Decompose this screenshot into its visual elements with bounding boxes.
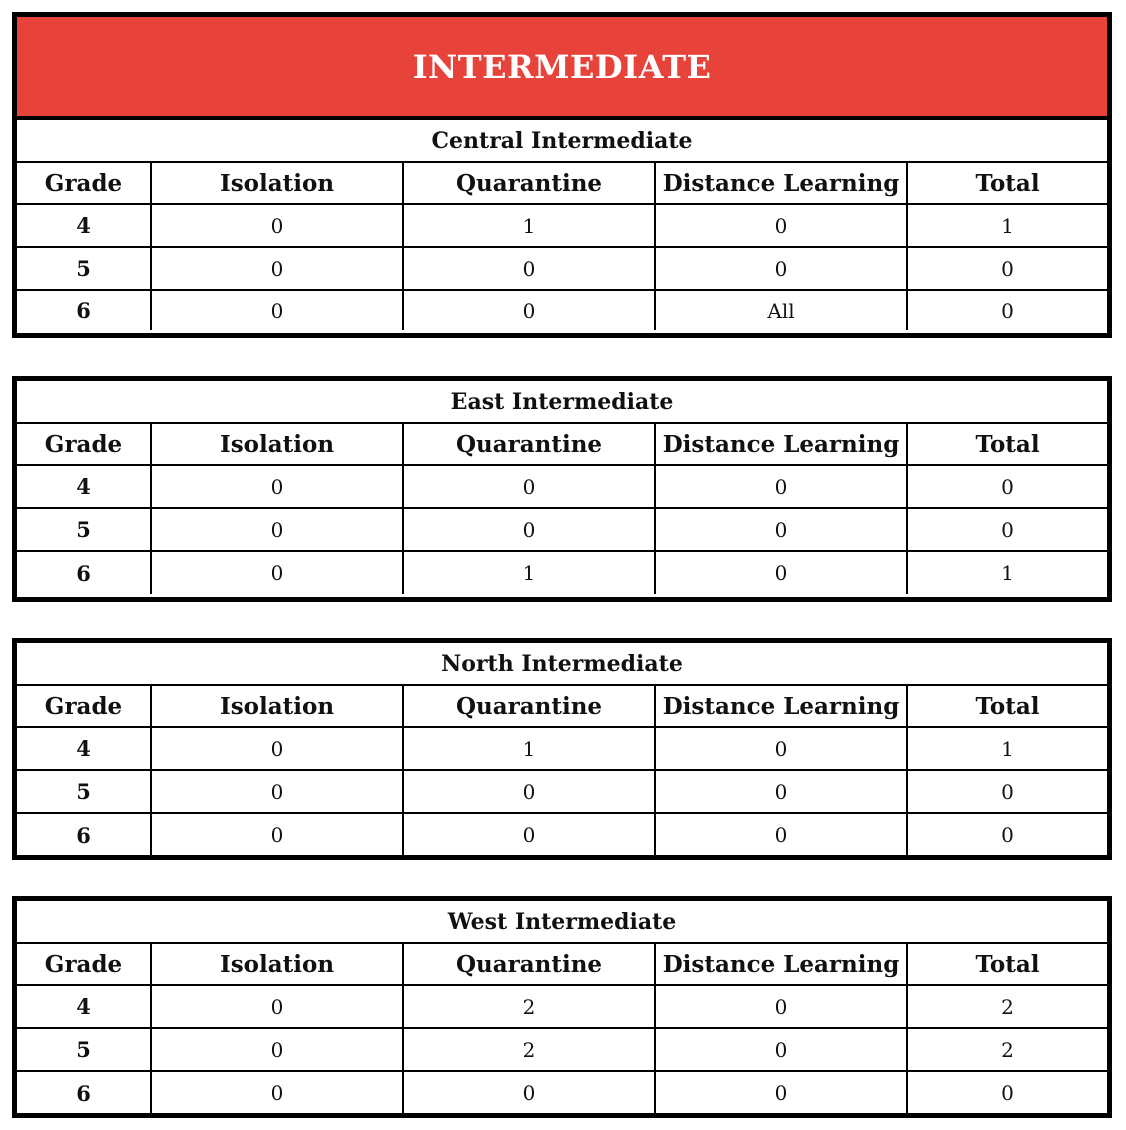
distance-learning-cell: 0 bbox=[655, 551, 907, 594]
isolation-cell: 0 bbox=[151, 465, 403, 508]
column-header-distance-learning: Distance Learning bbox=[655, 685, 907, 727]
isolation-cell: 0 bbox=[151, 290, 403, 330]
school-block-central bbox=[12, 12, 1112, 338]
column-header-quarantine: Quarantine bbox=[403, 423, 655, 465]
school-name: North Intermediate bbox=[17, 643, 1107, 685]
isolation-cell: 0 bbox=[151, 508, 403, 551]
school-name-row bbox=[17, 643, 1107, 685]
column-header-row bbox=[17, 423, 1107, 465]
distance-learning-cell: 0 bbox=[655, 770, 907, 813]
distance-learning-cell: 0 bbox=[655, 1071, 907, 1114]
page-title: INTERMEDIATE bbox=[412, 47, 712, 86]
column-header-total: Total bbox=[907, 423, 1107, 465]
school-table bbox=[17, 901, 1107, 1114]
school-name: East Intermediate bbox=[17, 381, 1107, 423]
grade-cell: 4 bbox=[17, 465, 151, 508]
distance-learning-cell: 0 bbox=[655, 985, 907, 1028]
quarantine-cell: 0 bbox=[403, 1071, 655, 1114]
table-row bbox=[17, 813, 1107, 856]
school-table bbox=[17, 120, 1107, 330]
isolation-cell: 0 bbox=[151, 551, 403, 594]
column-header-total: Total bbox=[907, 685, 1107, 727]
quarantine-cell: 1 bbox=[403, 727, 655, 770]
column-header-quarantine: Quarantine bbox=[403, 685, 655, 727]
column-header-grade: Grade bbox=[17, 685, 151, 727]
total-cell: 1 bbox=[907, 204, 1107, 247]
isolation-cell: 0 bbox=[151, 247, 403, 290]
column-header-grade: Grade bbox=[17, 423, 151, 465]
column-header-isolation: Isolation bbox=[151, 162, 403, 204]
distance-learning-cell: 0 bbox=[655, 508, 907, 551]
isolation-cell: 0 bbox=[151, 204, 403, 247]
distance-learning-cell: 0 bbox=[655, 813, 907, 856]
table-row bbox=[17, 247, 1107, 290]
school-name-row bbox=[17, 901, 1107, 943]
total-cell: 0 bbox=[907, 247, 1107, 290]
total-cell: 0 bbox=[907, 813, 1107, 856]
isolation-cell: 0 bbox=[151, 1028, 403, 1071]
column-header-distance-learning: Distance Learning bbox=[655, 162, 907, 204]
quarantine-cell: 0 bbox=[403, 465, 655, 508]
column-header-quarantine: Quarantine bbox=[403, 162, 655, 204]
table-row bbox=[17, 770, 1107, 813]
column-header-grade: Grade bbox=[17, 943, 151, 985]
table-row bbox=[17, 465, 1107, 508]
total-cell: 2 bbox=[907, 1028, 1107, 1071]
total-cell: 0 bbox=[907, 1071, 1107, 1114]
table-row bbox=[17, 985, 1107, 1028]
grade-cell: 6 bbox=[17, 551, 151, 594]
quarantine-cell: 2 bbox=[403, 1028, 655, 1071]
total-cell: 0 bbox=[907, 508, 1107, 551]
grade-cell: 5 bbox=[17, 1028, 151, 1071]
school-name-row bbox=[17, 381, 1107, 423]
grade-cell: 5 bbox=[17, 770, 151, 813]
school-name: West Intermediate bbox=[17, 901, 1107, 943]
total-cell: 1 bbox=[907, 727, 1107, 770]
grade-cell: 6 bbox=[17, 1071, 151, 1114]
table-row bbox=[17, 508, 1107, 551]
distance-learning-cell: 0 bbox=[655, 727, 907, 770]
total-cell: 2 bbox=[907, 985, 1107, 1028]
quarantine-cell: 0 bbox=[403, 290, 655, 330]
page-title-banner bbox=[17, 17, 1107, 120]
column-header-row bbox=[17, 685, 1107, 727]
quarantine-cell: 0 bbox=[403, 770, 655, 813]
isolation-cell: 0 bbox=[151, 985, 403, 1028]
column-header-total: Total bbox=[907, 943, 1107, 985]
grade-cell: 4 bbox=[17, 727, 151, 770]
table-row bbox=[17, 551, 1107, 594]
quarantine-cell: 2 bbox=[403, 985, 655, 1028]
distance-learning-cell: 0 bbox=[655, 465, 907, 508]
column-header-distance-learning: Distance Learning bbox=[655, 423, 907, 465]
total-cell: 0 bbox=[907, 770, 1107, 813]
column-header-isolation: Isolation bbox=[151, 943, 403, 985]
quarantine-cell: 0 bbox=[403, 508, 655, 551]
distance-learning-cell: 0 bbox=[655, 247, 907, 290]
school-table bbox=[17, 381, 1107, 594]
distance-learning-cell: 0 bbox=[655, 1028, 907, 1071]
school-block-west bbox=[12, 896, 1112, 1118]
grade-cell: 5 bbox=[17, 508, 151, 551]
grade-cell: 6 bbox=[17, 290, 151, 330]
school-table bbox=[17, 643, 1107, 856]
school-name-row bbox=[17, 120, 1107, 162]
school-block-north bbox=[12, 638, 1112, 860]
quarantine-cell: 1 bbox=[403, 204, 655, 247]
column-header-total: Total bbox=[907, 162, 1107, 204]
distance-learning-cell: 0 bbox=[655, 204, 907, 247]
isolation-cell: 0 bbox=[151, 770, 403, 813]
table-row bbox=[17, 290, 1107, 330]
isolation-cell: 0 bbox=[151, 727, 403, 770]
grade-cell: 4 bbox=[17, 204, 151, 247]
table-row bbox=[17, 1071, 1107, 1114]
grade-cell: 5 bbox=[17, 247, 151, 290]
column-header-distance-learning: Distance Learning bbox=[655, 943, 907, 985]
quarantine-cell: 0 bbox=[403, 813, 655, 856]
grade-cell: 4 bbox=[17, 985, 151, 1028]
table-row bbox=[17, 204, 1107, 247]
distance-learning-cell: All bbox=[655, 290, 907, 330]
column-header-quarantine: Quarantine bbox=[403, 943, 655, 985]
total-cell: 1 bbox=[907, 551, 1107, 594]
total-cell: 0 bbox=[907, 465, 1107, 508]
table-row bbox=[17, 727, 1107, 770]
column-header-row bbox=[17, 162, 1107, 204]
column-header-isolation: Isolation bbox=[151, 685, 403, 727]
total-cell: 0 bbox=[907, 290, 1107, 330]
isolation-cell: 0 bbox=[151, 813, 403, 856]
school-block-east bbox=[12, 376, 1112, 602]
grade-cell: 6 bbox=[17, 813, 151, 856]
table-row bbox=[17, 1028, 1107, 1071]
quarantine-cell: 0 bbox=[403, 247, 655, 290]
school-name: Central Intermediate bbox=[17, 120, 1107, 162]
column-header-isolation: Isolation bbox=[151, 423, 403, 465]
column-header-row bbox=[17, 943, 1107, 985]
quarantine-cell: 1 bbox=[403, 551, 655, 594]
column-header-grade: Grade bbox=[17, 162, 151, 204]
isolation-cell: 0 bbox=[151, 1071, 403, 1114]
